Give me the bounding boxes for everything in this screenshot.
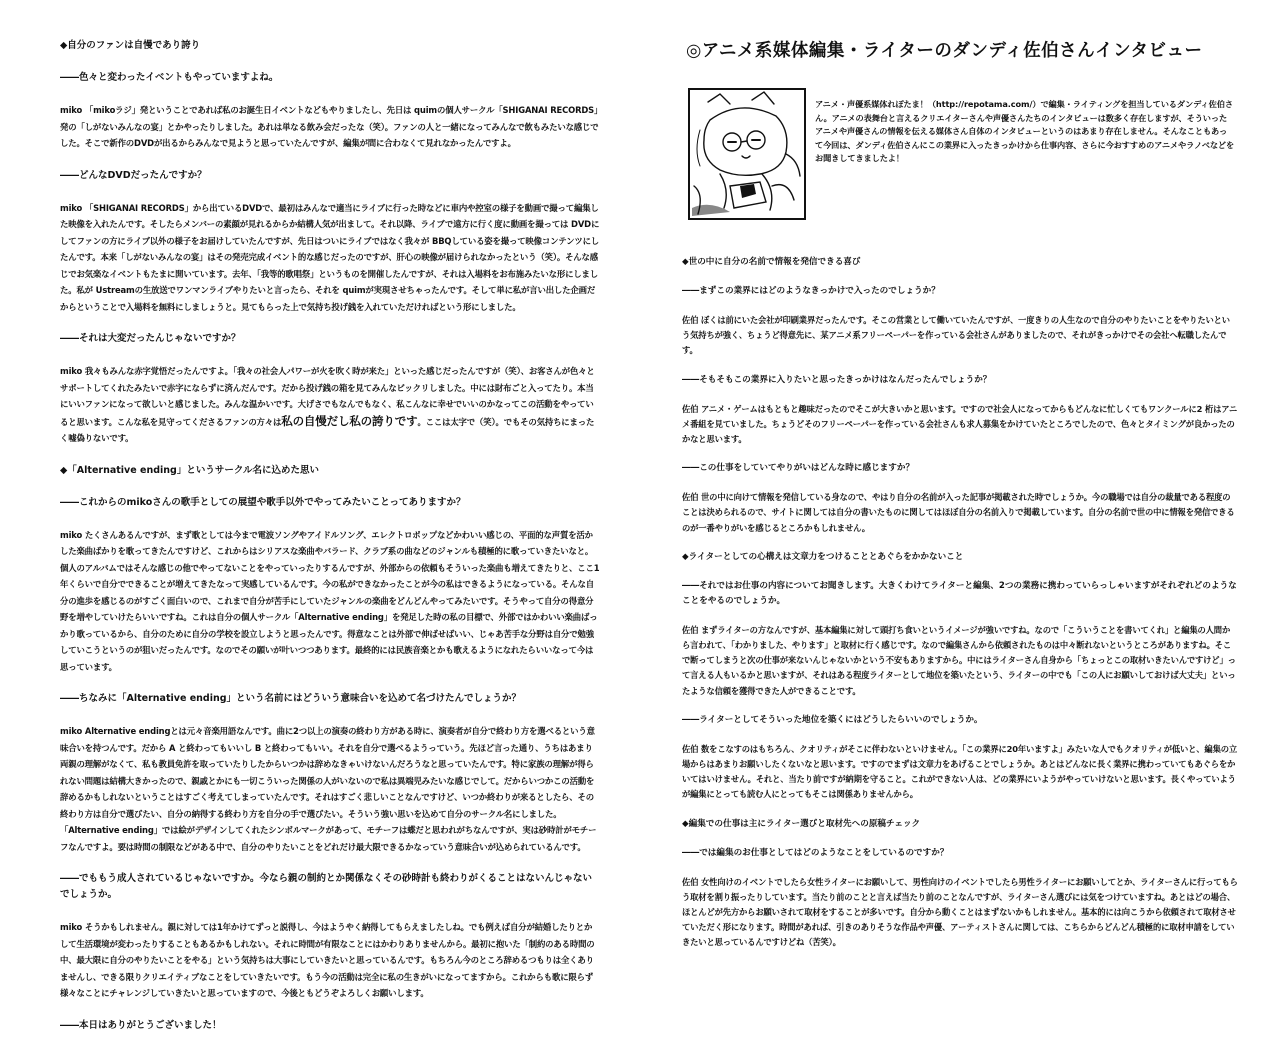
answer-3-pre: miko 我々もみんな赤字覚悟だったんですよ。「我々の社会人パワーが火を吹く時が来た」といった感じだったんですが（笑）、お客さんが色々とサポートしてくれたみたいで赤字にならずに済んだんです。だから投げ銭の箱を見てみんなビックリしました。中には財布ごと入ってたり。本当にいいファンになって欲しいと感じました。みんな温かいです。大げさでもなんでもなく、私こんなに幸せでいいのかなってこの活動をやっていると思います。こんな私を見守ってくださるファンの方々は — [60, 366, 595, 427]
answer-2: miko 「SHIGANAI RECORDS」から出ているDVDで、最初はみんなで適当にライブに行った時などに車内や控室の様子を動画で撮って編集した映像を入れたんです。そしたらメンバーの素顔が見れるからか結構人気が出まして。それ以降、ライブで遠方に行く度に動画を撮っては DVDにしてファンの方にライブ以外の様子をお届けしていたんですが、先日はついにライブではなく我々が BBQしている姿を撮って映像コンテンツにしたんです。本来「しがないみんなの宴」はその発売完成イベント的な感じだったのですが、肝心の映像が届けられなかったという（笑）。そんな感じでお気楽なイベントもたまに開いています。去年、「我等的歌唱祭」というものを開催したんですが、それは入場料をお布施みたいな形にしました。私が Ustreamの生放送でワンマンライブやりたいと言ったら、それを quimが実現させちゃったんです。そして単に私が言い出した企画だからということで入場料を無料にしましょうと。見てもらった上で気持ち投げ銭を入れていただければという形にしました。 — [60, 202, 600, 312]
answer-4: 佐伯 まずライターの方なんですが、基本編集に対して頭打ち食いというイメージが強いですね。なので「こういうことを書いてくれ」と編集の人間から言われて、「わかりました、やります」と取材に行く感じです。なので編集さんから依頼されたものは中々断れないというところがありますね。そこで断ってしまうと次の仕事が来ないんじゃないかという不安もありますから。中にはライターさん自身から「ちょっとこの取材いきたいんですけど」って言える人もいるかと思いますが、それはある程度ライターとして地位を築いたという、ライターの中でも「この人にお願いしておけば大丈夫」といったような信頼を獲得できた人ができることです。 — [682, 624, 1236, 696]
answer-6: 佐伯 女性向けのイベントでしたら女性ライターにお願いして、男性向けのイベントでしたら男性ライターにお願いしてとか、ライターさんに行ってもらう取材を割り振ったりしています。当たり前のことと言えば当たり前のことなんですが、ライターさん選びには気をつけていますね。あとはどの場合、ほとんどが先方からお願いされて取材をすることが多いです。自分から動くことはまずないかもしれません。基本的には向こうから依頼されて取材させていただく形になります。時間があれば、引きのありそうな作品や声優、アーティストさんに関しては、こちらからどんどん積極的に取材申請をしていきたいと思っているんですけどね（苦笑）。 — [682, 876, 1238, 948]
left-column — [60, 38, 600, 1050]
answer-3-emphasis: 私の自慢だし私の誇りです — [281, 413, 418, 428]
right-column — [682, 255, 1238, 965]
question-5: ――ライターとしてそういった地位を築くにはどうしたらいいのでしょうか。 — [682, 714, 983, 725]
answer-3 — [60, 363, 600, 447]
question-4: ――これからのmikoさんの歌手としての展望や歌手以外でやってみたいことってありますか？ — [60, 496, 466, 508]
section-heading-joy: ◆世の中に自分の名前で情報を発信できる喜び — [682, 257, 861, 267]
answer-3: 佐伯 世の中に向けて情報を発信している身なので、やはり自分の名前が入った記事が掲載された時でしょうか。今の職場では自分の裁量である程度のことは決められるので、サイトに関しては自分の書いたものに関してはほぼ自分の名前入りで掲載しています。自分の名前で世の中に情報を発信できるのが一番やりがいを感じるところかもしれません。 — [682, 492, 1235, 533]
section-heading-writer-mindset: ◆ライターとしての心構えは文章力をつけることとあぐらをかかないこと — [682, 551, 964, 562]
question-1: ――色々と変わったイベントもやっていますよね。 — [60, 72, 279, 83]
article-title: ◎アニメ系媒体編集・ライターのダンディ佐伯さんインタビュー — [686, 41, 1203, 61]
answer-1: miko 「mikoラジ」発ということであれば私のお誕生日イベントなどもやりましたし、先日は quimの個人サークル「SHIGANAI RECORDS」発の「しがないみんなの宴」とかやったりしました。あれは単なる飲み会だったな（笑）。ファンの人と一緒になってみんなで飲もみたいな感じでした。そこで新作のDVDが出るからみんなで見ようと思っていたんですが、編集が間に合わなくて見れなかったんですよ。 — [60, 105, 599, 148]
question-2: ――そもそもこの業界に入りたいと思ったきっかけはなんだったんでしょうか？ — [682, 374, 992, 385]
right-page — [640, 0, 1280, 948]
section-heading-circle-name: ◆「Alternative ending」というサークル名に込めた思い — [60, 464, 320, 476]
closing-thanks: ――本日はありがとうございました！ — [60, 1019, 222, 1031]
question-1: ――まずこの業界にはどのようなきっかけで入ったのでしょうか？ — [682, 286, 940, 296]
question-6: ――では編集のお仕事としてはどのようなことをしているのですか？ — [682, 847, 949, 858]
question-6: ――でももう成人されているじゃないですか。今なら親の制約とか関係なくその砂時計も終わりがくることはないんじゃないでしょうか。 — [60, 873, 593, 900]
question-3: ――それは大変だったんじゃないですか？ — [60, 333, 241, 344]
question-2: ――どんなDVDだったんですか？ — [60, 169, 207, 181]
article-intro: アニメ・声優系媒体れぽたま！（http://repotama.com/）で編集・ライティングを担当しているダンディ佐伯さん。アニメの表舞台と言えるクリエイターさんや声優さんたちのインタビューは数多く存在しますが、そういったアニメや声優さんの情報を伝える媒体さん自体のインタビューというのはあまり存在しません。そんなこともあって今回は、ダンディ佐伯さんにこの業界に入ったきっかけから仕事内容、さらに今おすすめのアニメやラノベなどをお聞きしてきましたよ！ — [815, 99, 1235, 164]
left-page — [0, 0, 640, 1031]
answer-5: 佐伯 数をこなすのはもちろん、クオリティがそこに伴わないといけません。「この業界に20年いますよ」みたいな人でもクオリティが低いと、編集の立場からはあまりお願いしたくないなと思います。ですのでまずは文章力をあげることでしょうか。あとはどんなに長く業界に携わっていてもあぐらをかいてはいけません。それと、当たり前ですが納期を守ること。これができない人は、どの業界にいようがやっていけないと思います。長くやっていようが編集にとっても読む人にとってもそこは関係ありませんから。 — [682, 743, 1238, 800]
portrait-illustration — [688, 88, 806, 220]
section-heading-editing: ◆編集での仕事は主にライター選びと取材先への原稿チェック — [682, 818, 921, 829]
section-heading-fans: ◆自分のファンは自慢であり誇り — [60, 40, 201, 51]
answer-2: 佐伯 アニメ・ゲームはもともと趣味だったのでそこが大きいかと思います。ですので社会人になってからもどんなに忙しくてもワンクールに2 桁はアニメ番組を見ていました。ちょうどそのフリーペーパーを作っている会社さんも求人募集をかけていたところでしたので、色々とタイミングが良かったのかなと思います。 — [682, 403, 1238, 445]
answer-1: 佐伯 ぼくは前にいた会社が印刷業界だったんです。そこの営業として働いていたんですが、一度きりの人生なので自分のやりたいことをやりたいという気持ちが強く、ちょうど得意先に、某アニメ系フリーペーパーを作っている会社さんがありましたので、それがきっかけでその会社へ転職したんです。 — [682, 315, 1230, 356]
answer-3-post: 。ここは太字で（笑）。でもその気持ちにまったく嘘偽りないです。 — [60, 416, 595, 443]
answer-5: miko Alternative endingとは元々音楽用語なんです。曲に2つ以上の演奏の終わり方がある時に、演奏者が自分で終わり方を選べるという意味合いを持つんです。だから A と終わってもいいし B と終わってもいい。それを自分で選べるようっていう。先ほど言った通り、うちはあまり両親の理解がなくて、私も教員免許を取っていたりしたからいつかは辞めなきゃいけないんだろうなと思っていたんです。特に家族の理解が得られない問題は結構大きかったので、親戚とかにも一切こういった関係の人がいないので私は異端児みたいな感じでして。だからいつかこの活動を辞めるかもしれないということはすごく考えてしまっていたんです。それはすごく悲しいことなんですけど、いつか終わりが来るとしたら、その終わり方は自分で選びたい、自分の納得する終わり方を自分の手で選びたい。そういう強い思いを込めて自分のサークル名にしました。「Alternative ending」では絵がデザインしてくれたシンボルマークがあって、モチーフは蝶だと思われがちなんですが、実は砂時計がモチーフなんですよ。要は時間の制限などがある中で、自分のやりたいことをどれだけ最大限できるかなっていう意味合いが込められているんです。 — [60, 726, 597, 852]
question-5: ――ちなみに「Alternative ending」という名前にはどういう意味合いを込めて名づけたんでしょうか？ — [60, 693, 522, 704]
question-4: ――それではお仕事の内容についてお聞きします。大きくわけてライターと編集、2つの業務に携わっていらっしゃいますがそれぞれどのようなことをやるのでしょうか。 — [682, 580, 1237, 606]
answer-6: miko そうかもしれません。親に対しては1年かけてずっと説得し、今はようやく納得してもらえましたしね。でも例えば自分が結婚したりとかして生活環境が変わったりすることもあるかもしれない。それに時間が有限なことにはかわりありませんから。最初に抱いた「制約のある時間の中、最大限に自分のやりたいことをやる」という気持ちは大事にしていきたいと思っているんです。もちろん今のところ辞めるつもりは全くありませんし、できる限りクリエイティブなことをしていきたいです。もう今の活動は完全に私の生きがいになってますから。これからも歌に限らず様々なことにチャレンジしていきたいと思っていますので、今後ともどうぞよろしくお願いします。 — [60, 922, 595, 998]
character-sketch-icon — [690, 90, 804, 218]
question-3: ――この仕事をしていてやりがいはどんな時に感じますか？ — [682, 463, 915, 474]
answer-4: miko たくさんあるんですが、まず歌としては今まで電波ソングやアイドルソング、エレクトロポップなどかわいい感じの、平面的な声質を活かした楽曲ばかりを歌ってきたんですけど、これからはシリアスな楽曲やバラード、クラブ系の曲などのジャンルも積極的に歌っていきたいなと。個人のアルバムではそんな感じの他でやってないことをやっていったりするんですが、外部からの依頼もそういった楽曲も増えてきたりと、ここ1年くらいで自分でできることが増えてきたなって実感しているんです。今の私ができなかったことが今の私はできるようになっている。そんな自分の進歩を感じるのがすごく面白いので、これまで自分が苦手にしていたジャンルの楽曲をどんどんやってみたいです。そうやって自分の得意分野を増やしていけたらいいですね。これは自分の個人サークル「Alternative ending」を発足した時の私の目標で、外部ではかわいい楽曲ばっかり歌っているから、自分のために自分の学校を設立しようと思ったんです。得意なことは外部で伸ばせばいい、じゃあ苦手な分野は自分で勉強していこうというのが狙いだったんです。なのでその願いが叶いつつあります。最終的には民族音楽とかも歌えるようになれたらいいなって今は思っています。 — [60, 529, 600, 672]
